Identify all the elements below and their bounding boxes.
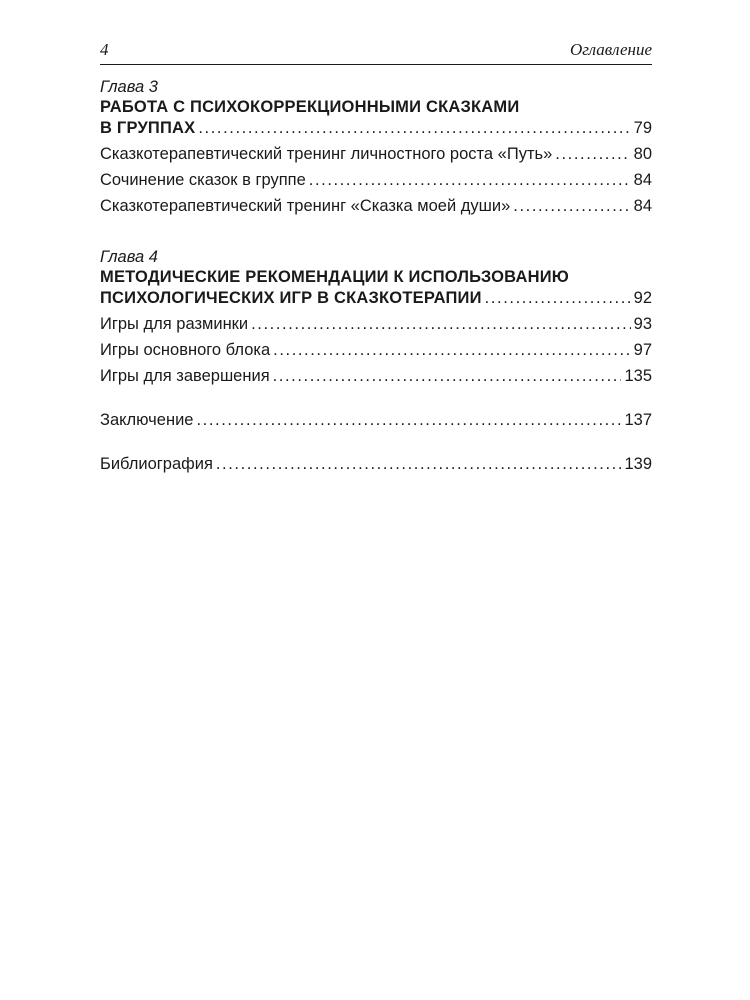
dot-leader bbox=[196, 410, 621, 431]
page-number: 84 bbox=[633, 171, 652, 189]
chapter-title-line: В ГРУППАХ bbox=[100, 119, 196, 137]
toc-conclusion bbox=[100, 410, 652, 431]
entry-title: Сочинение сказок в группе bbox=[100, 171, 306, 189]
entry-title: Сказкотерапевтический тренинг «Сказка моей души» bbox=[100, 197, 511, 215]
chapter-label: Глава 3 bbox=[100, 78, 158, 96]
toc-row bbox=[100, 118, 652, 139]
chapter-title-line: ПСИХОЛОГИЧЕСКИХ ИГР В СКАЗКОТЕРАПИИ bbox=[100, 289, 482, 307]
page-number: 137 bbox=[624, 411, 652, 429]
header-title: Оглавление bbox=[569, 40, 652, 59]
page-number: 139 bbox=[624, 455, 652, 473]
entry-title: Заключение bbox=[100, 411, 194, 429]
page-number: 135 bbox=[624, 367, 652, 385]
toc-bibliography bbox=[100, 454, 652, 475]
chapter-label: Глава 4 bbox=[100, 248, 158, 266]
entry-title: Игры для разминки bbox=[100, 315, 249, 333]
table-of-contents-page bbox=[100, 40, 652, 475]
dot-leader bbox=[485, 288, 631, 309]
dot-leader bbox=[555, 144, 630, 165]
dot-leader bbox=[309, 170, 631, 191]
toc-entry bbox=[100, 366, 652, 387]
page-number: 80 bbox=[633, 145, 652, 163]
chapter-title-line: МЕТОДИЧЕСКИЕ РЕКОМЕНДАЦИИ К ИСПОЛЬЗОВАНИЮ bbox=[100, 268, 569, 286]
entry-title: Сказкотерапевтический тренинг личностного роста «Путь» bbox=[100, 145, 553, 163]
page-number: 79 bbox=[633, 119, 652, 137]
page-number: 92 bbox=[633, 289, 652, 307]
toc-entry bbox=[100, 314, 652, 335]
page-number: 97 bbox=[633, 341, 652, 359]
dot-leader bbox=[198, 118, 630, 139]
entry-title: Библиография bbox=[100, 455, 213, 473]
header-page-number: 4 bbox=[100, 40, 109, 59]
toc-entry bbox=[100, 144, 652, 165]
page-number: 93 bbox=[633, 315, 652, 333]
toc-entry bbox=[100, 340, 652, 361]
dot-leader bbox=[513, 196, 630, 217]
entry-title: Игры основного блока bbox=[100, 341, 271, 359]
dot-leader bbox=[216, 454, 622, 475]
dot-leader bbox=[251, 314, 631, 335]
dot-leader bbox=[273, 366, 622, 387]
page-number: 84 bbox=[633, 197, 652, 215]
chapter-4 bbox=[100, 247, 652, 387]
chapter-title-line: РАБОТА С ПСИХОКОРРЕКЦИОННЫМИ СКАЗКАМИ bbox=[100, 98, 520, 116]
entry-title: Игры для завершения bbox=[100, 367, 270, 385]
dot-leader bbox=[273, 340, 631, 361]
chapter-3 bbox=[100, 77, 652, 217]
toc-row bbox=[100, 288, 652, 309]
running-header bbox=[100, 40, 652, 65]
toc-entry bbox=[100, 196, 652, 217]
toc-entry bbox=[100, 170, 652, 191]
